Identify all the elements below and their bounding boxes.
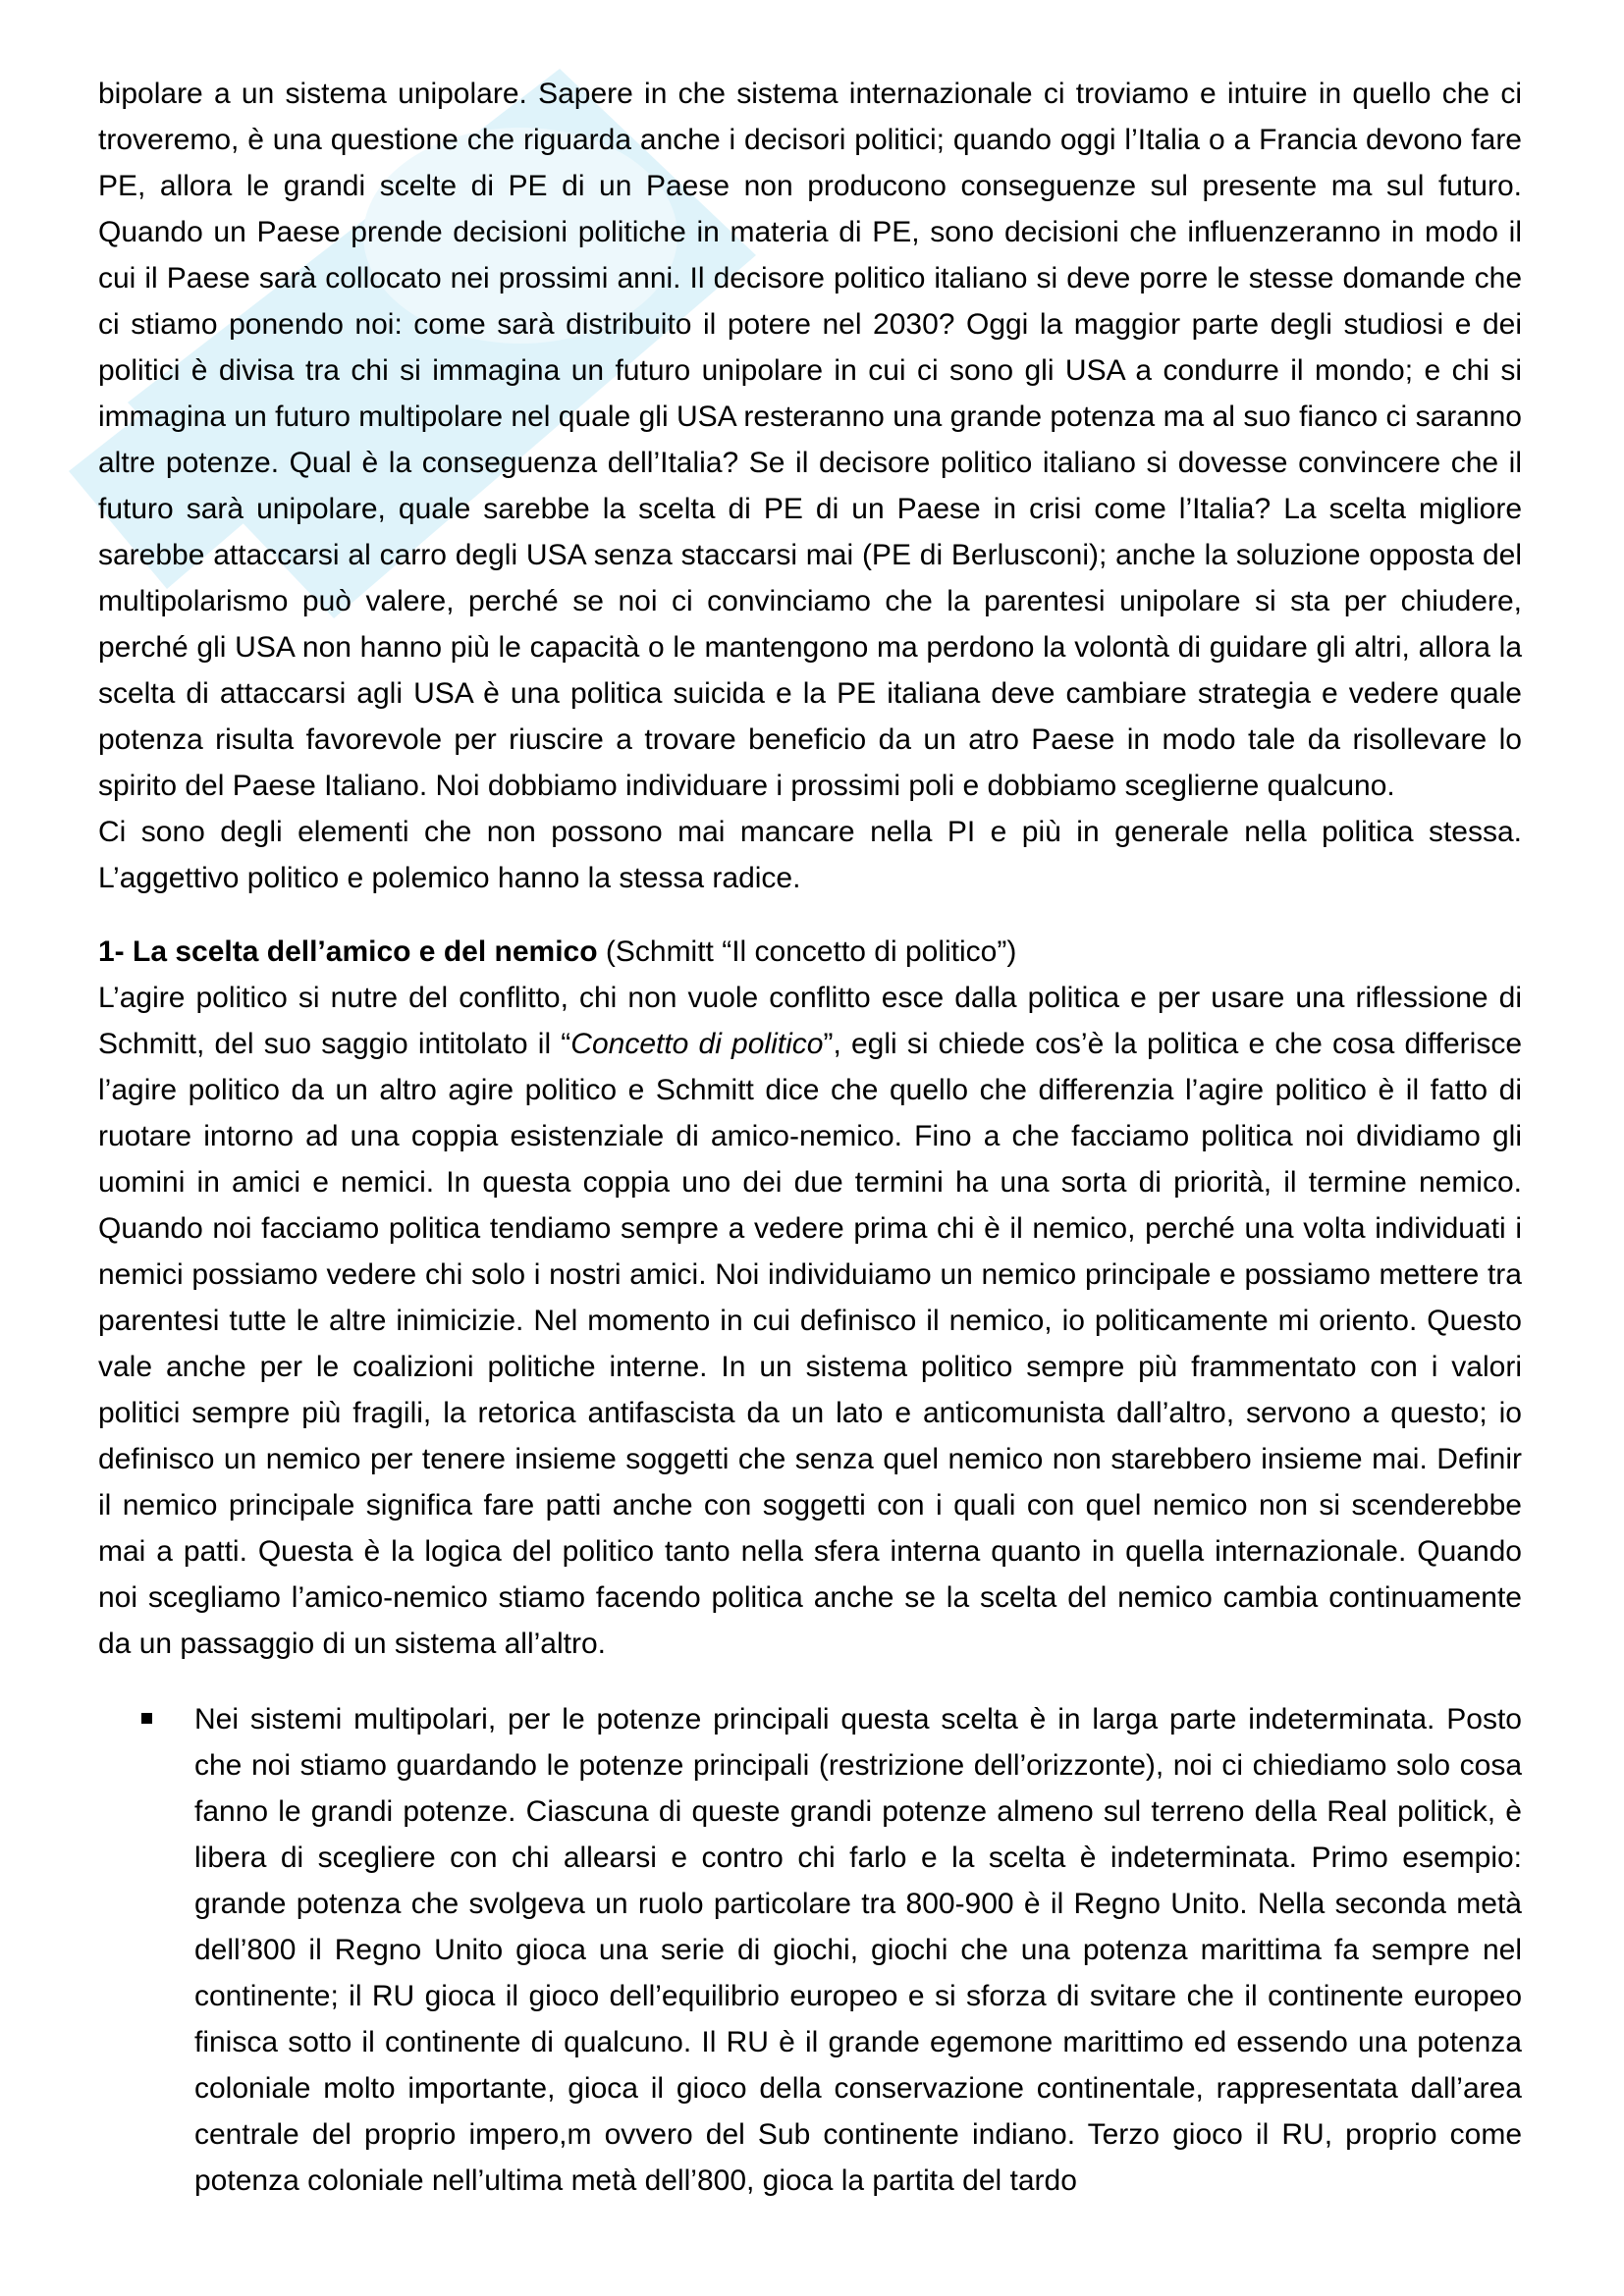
- section-heading-bold: 1- La scelta dell’amico e del nemico: [98, 935, 598, 968]
- bullet-item: [194, 1696, 1522, 2204]
- paragraph-elements: Ci sono degli elementi che non possono mai mancare nella PI e più in generale nella politica stessa. L’aggettivo politico e polemico hanno la stessa radice.: [98, 816, 1522, 894]
- paragraph-intro: bipolare a un sistema unipolare. Sapere in che sistema internazionale ci troviamo e intuire in quello che ci troveremo, è una questione che riguarda anche i decisori politici; quando oggi l’Italia o a Francia devono fare PE, allora le grandi scelte di PE di un Paese non producono conseguenze sul presente ma sul futuro. Quando un Paese prende decisioni politiche in materia di PE, sono decisioni che influenzeranno in modo il cui il Paese sarà collocato nei prossimi anni. Il decisore politico italiano si deve porre le stesse domande che ci stiamo ponendo noi: come sarà distribuito il potere nel 2030? Oggi la maggior parte degli studiosi e dei politici è divisa tra chi si immagina un futuro unipolare in cui ci sono gli USA a condurre il mondo; e chi si immagina un futuro multipolare nel quale gli USA resteranno una grande potenza ma al suo fianco ci saranno altre potenze. Qual è la conseguenza dell’Italia? Se il decisore politico italiano si dovesse convincere che il futuro sarà unipolare, quale sarebbe la scelta di PE di un Paese in crisi come l’Italia? La scelta migliore sarebbe attaccarsi al carro degli USA senza staccarsi mai (PE di Berlusconi); anche la soluzione opposta del multipolarismo può valere, perché se noi ci convinciamo che la parentesi unipolare si sta per chiudere, perché gli USA non hanno più le capacità o le mantengono ma perdono la volontà di guidare gli altri, allora la scelta di attaccarsi agli USA è una politica suicida e la PE italiana deve cambiare strategia e vedere quale potenza risulta favorevole per riuscire a trovare beneficio da un atro Paese in modo tale da risollevare lo spirito del Paese Italiano. Noi dobbiamo individuare i prossimi poli e dobbiamo sceglierne qualcuno.: [98, 78, 1522, 802]
- spacer: [98, 901, 1522, 929]
- section-heading: [98, 929, 1522, 975]
- square-bullet-icon: [141, 1713, 152, 1724]
- section-body: L’agire politico si nutre del conflitto, chi non vuole conflitto esce dalla politica e per usare una riflessione di Schmitt, del suo saggio intitolato il “Concetto di politico”, egli si chiede cos’è la politica e che cosa differisce l’agire politico da un altro agire politico e Schmitt dice che quello che differenzia l’agire politico è il fatto di ruotare intorno ad una coppia esistenziale di amico-nemico. Fino a che facciamo politica noi dividiamo gli uomini in amici e nemici. In questa coppia uno dei due termini ha una sorta di priorità, il termine nemico. Quando noi facciamo politica tendiamo sempre a vedere prima chi è il nemico, perché una volta individuati i nemici possiamo vedere chi solo i nostri amici. Noi individuiamo un nemico principale e possiamo mettere tra parentesi tutte le altre inimicizie. Nel momento in cui definisco il nemico, io politicamente mi oriento. Questo vale anche per le coalizioni politiche interne. In un sistema politico sempre più frammentato con i valori politici sempre più fragili, la retorica antifascista da un lato e anticomunista dall’altro, servono a questo; io definisco un nemico per tenere insieme soggetti che senza quel nemico non starebbero insieme mai. Definir il nemico principale significa fare patti anche con soggetti con i quali con quel nemico non si scenderebbe mai a patti. Questa è la logica del politico tanto nella sfera interna quanto in quella internazionale. Quando noi scegliamo l’amico-nemico stiamo facendo politica anche se la scelta del nemico cambia continuamente da un passaggio di un sistema all’altro.: [98, 982, 1522, 1660]
- bullet-list: [98, 1696, 1522, 2204]
- book-title-italic: Concetto di politico: [570, 1028, 824, 1060]
- document-page: [98, 71, 1522, 2204]
- bullet-text: Nei sistemi multipolari, per le potenze principali questa scelta è in larga parte indeterminata. Posto che noi stiamo guardando le potenze principali (restrizione dell’orizzonte), noi ci chiediamo solo cosa fanno le grandi potenze. Ciascuna di queste grandi potenze almeno sul terreno della Real politick, è libera di scegliere con chi allearsi e contro chi farlo e la scelta è indeterminata. Primo esempio: grande potenza che svolgeva un ruolo particolare tra 800-900 è il Regno Unito. Nella seconda metà dell’800 il Regno Unito gioca una serie di giochi, giochi che una potenza marittima fa sempre nel continente; il RU gioca il gioco dell’equilibrio europeo e si sforza di svitare che il continente europeo finisca sotto il continente di qualcuno. Il RU è il grande egemone marittimo ed essendo una potenza coloniale molto importante, gioca il gioco della conservazione continentale, rappresentata dall’area centrale del proprio impero,m ovvero del Sub continente indiano. Terzo gioco il RU, proprio come potenza coloniale nell’ultima metà dell’800, gioca la partita del tardo: [194, 1703, 1522, 2197]
- section-heading-note: (Schmitt “Il concetto di politico”): [597, 935, 1017, 968]
